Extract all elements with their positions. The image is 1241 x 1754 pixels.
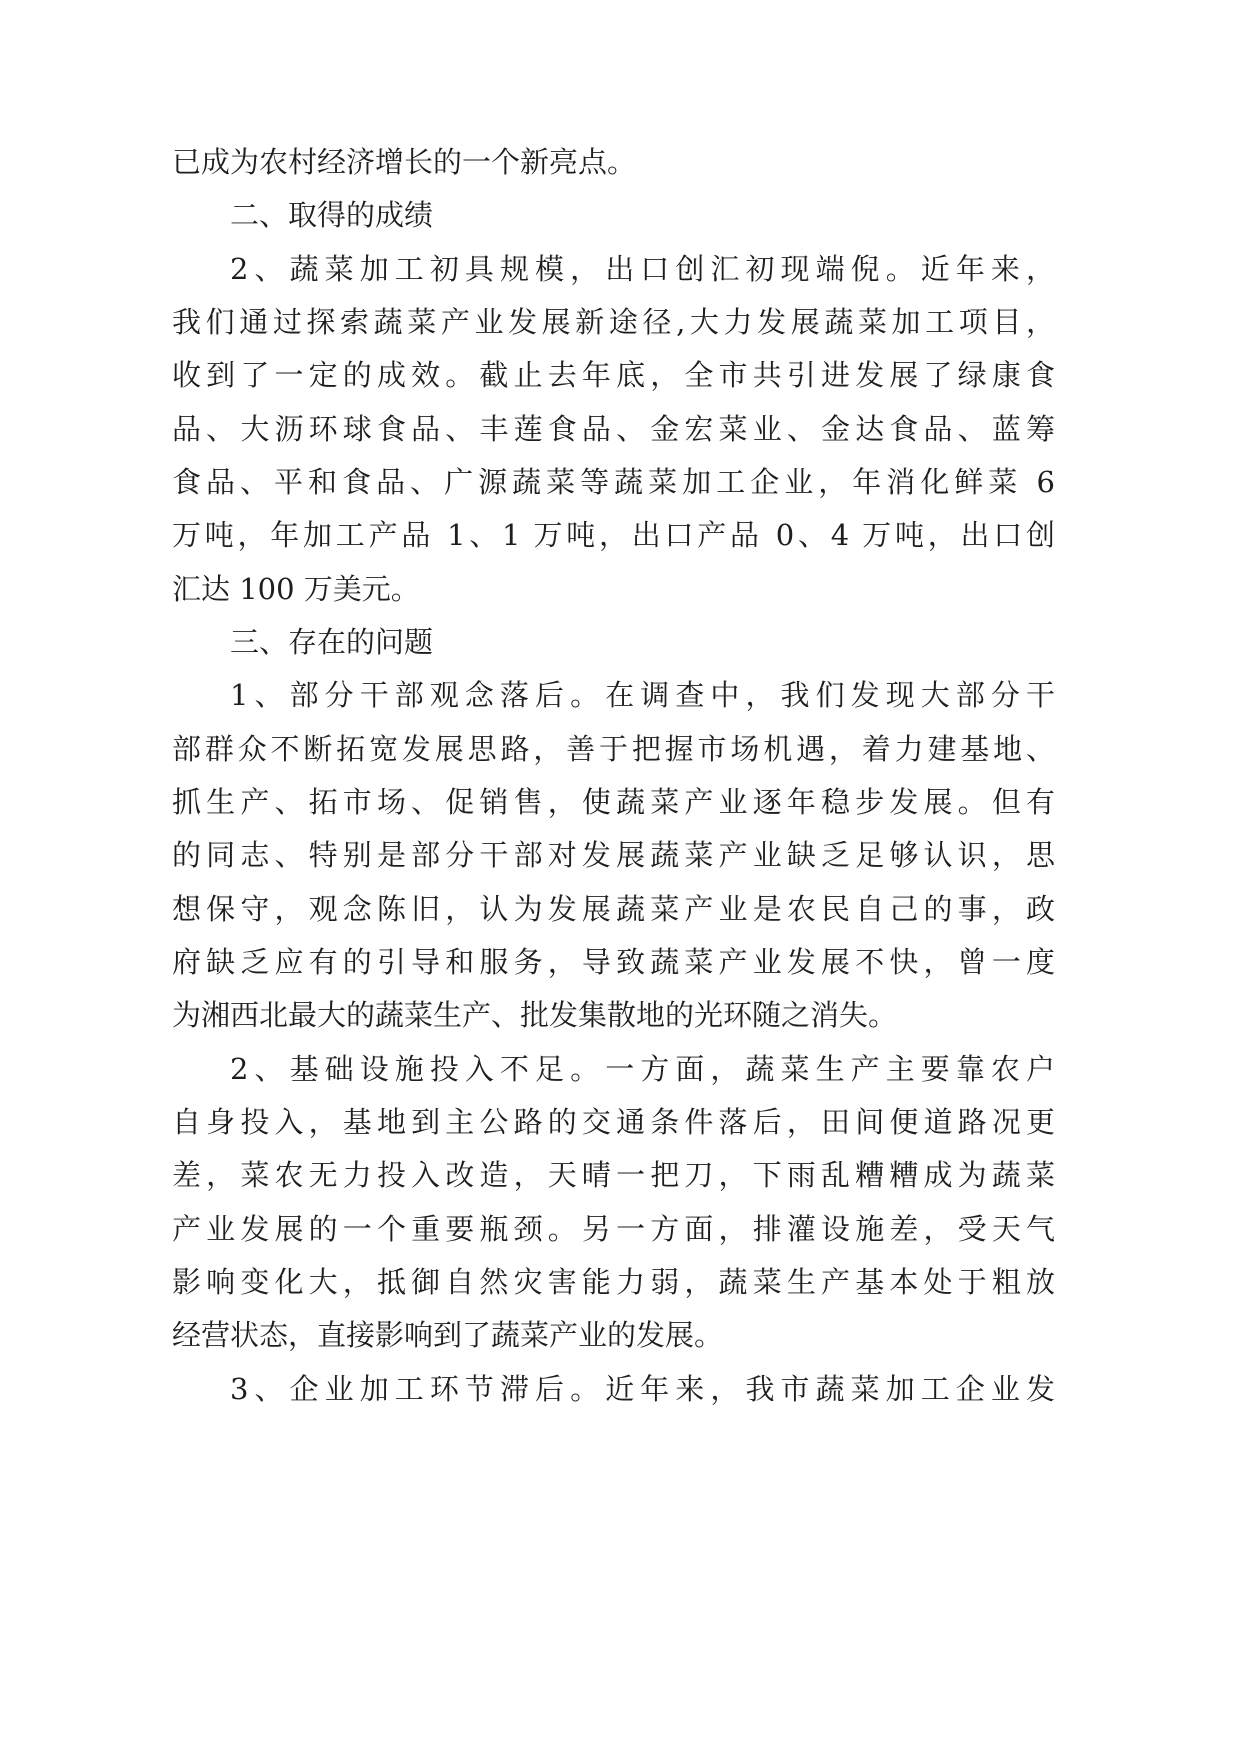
paragraph-line: 已成为农村经济增长的一个新亮点。	[172, 145, 637, 179]
paragraph-vegetable-processing	[172, 243, 1055, 616]
paragraph-line: 食品、平和食品、广源蔬菜等蔬菜加工企业，年消化鲜菜 6	[172, 464, 1055, 499]
section-heading-achievements	[172, 189, 1055, 242]
paragraph-line: 抓生产、拓市场、促销售，使蔬菜产业逐年稳步发展。但有	[172, 784, 1055, 819]
paragraph-line: 汇达 100 万美元。	[172, 571, 420, 606]
paragraph-line: 2、蔬菜加工初具规模，出口创汇初现端倪。近年来，	[230, 251, 1055, 286]
paragraph-continuation	[172, 136, 1055, 189]
section-heading: 三、存在的问题	[230, 624, 434, 659]
paragraph-line: 3、企业加工环节滞后。近年来，我市蔬菜加工企业发	[230, 1371, 1055, 1406]
paragraph-line: 产业发展的一个重要瓶颈。另一方面，排灌设施差，受天气	[172, 1211, 1055, 1246]
paragraph-line: 想保守，观念陈旧，认为发展蔬菜产业是农民自己的事，政	[172, 891, 1055, 926]
paragraph-line: 为湘西北最大的蔬菜生产、批发集散地的光环随之消失。	[172, 998, 898, 1033]
paragraph-line: 差，菜农无力投入改造，天晴一把刀，下雨乱糟糟成为蔬菜	[172, 1158, 1055, 1193]
paragraph-enterprise-processing	[172, 1363, 1055, 1416]
paragraph-line: 1、部分干部观念落后。在调查中，我们发现大部分干	[230, 678, 1055, 713]
paragraph-line: 品、大沥环球食品、丰莲食品、金宏菜业、金达食品、蓝筹	[172, 411, 1055, 446]
paragraph-line: 部群众不断拓宽发展思路，善于把握市场机遇，着力建基地、	[172, 731, 1055, 766]
paragraph-cadre-concepts	[172, 669, 1055, 1042]
paragraph-line: 收到了一定的成效。截止去年底，全市共引进发展了绿康食	[172, 358, 1055, 393]
paragraph-line: 万吨，年加工产品 1、1 万吨，出口产品 0、4 万吨，出口创	[172, 518, 1055, 553]
section-heading-problems	[172, 616, 1055, 669]
document-body	[172, 136, 1055, 1416]
paragraph-line: 自身投入，基地到主公路的交通条件落后，田间便道路况更	[172, 1104, 1055, 1139]
paragraph-line: 影响变化大，抵御自然灾害能力弱，蔬菜生产基本处于粗放	[172, 1264, 1055, 1299]
paragraph-infrastructure	[172, 1043, 1055, 1363]
paragraph-line: 府缺乏应有的引导和服务，导致蔬菜产业发展不快，曾一度	[172, 944, 1055, 979]
paragraph-line: 经营状态，直接影响到了蔬菜产业的发展。	[172, 1318, 724, 1353]
section-heading: 二、取得的成绩	[230, 198, 434, 233]
paragraph-line: 我们通过探索蔬菜产业发展新途径,大力发展蔬菜加工项目，	[172, 304, 1055, 339]
paragraph-line: 2、基础设施投入不足。一方面，蔬菜生产主要靠农户	[230, 1051, 1055, 1086]
paragraph-line: 的同志、特别是部分干部对发展蔬菜产业缺乏足够认识，思	[172, 838, 1055, 873]
